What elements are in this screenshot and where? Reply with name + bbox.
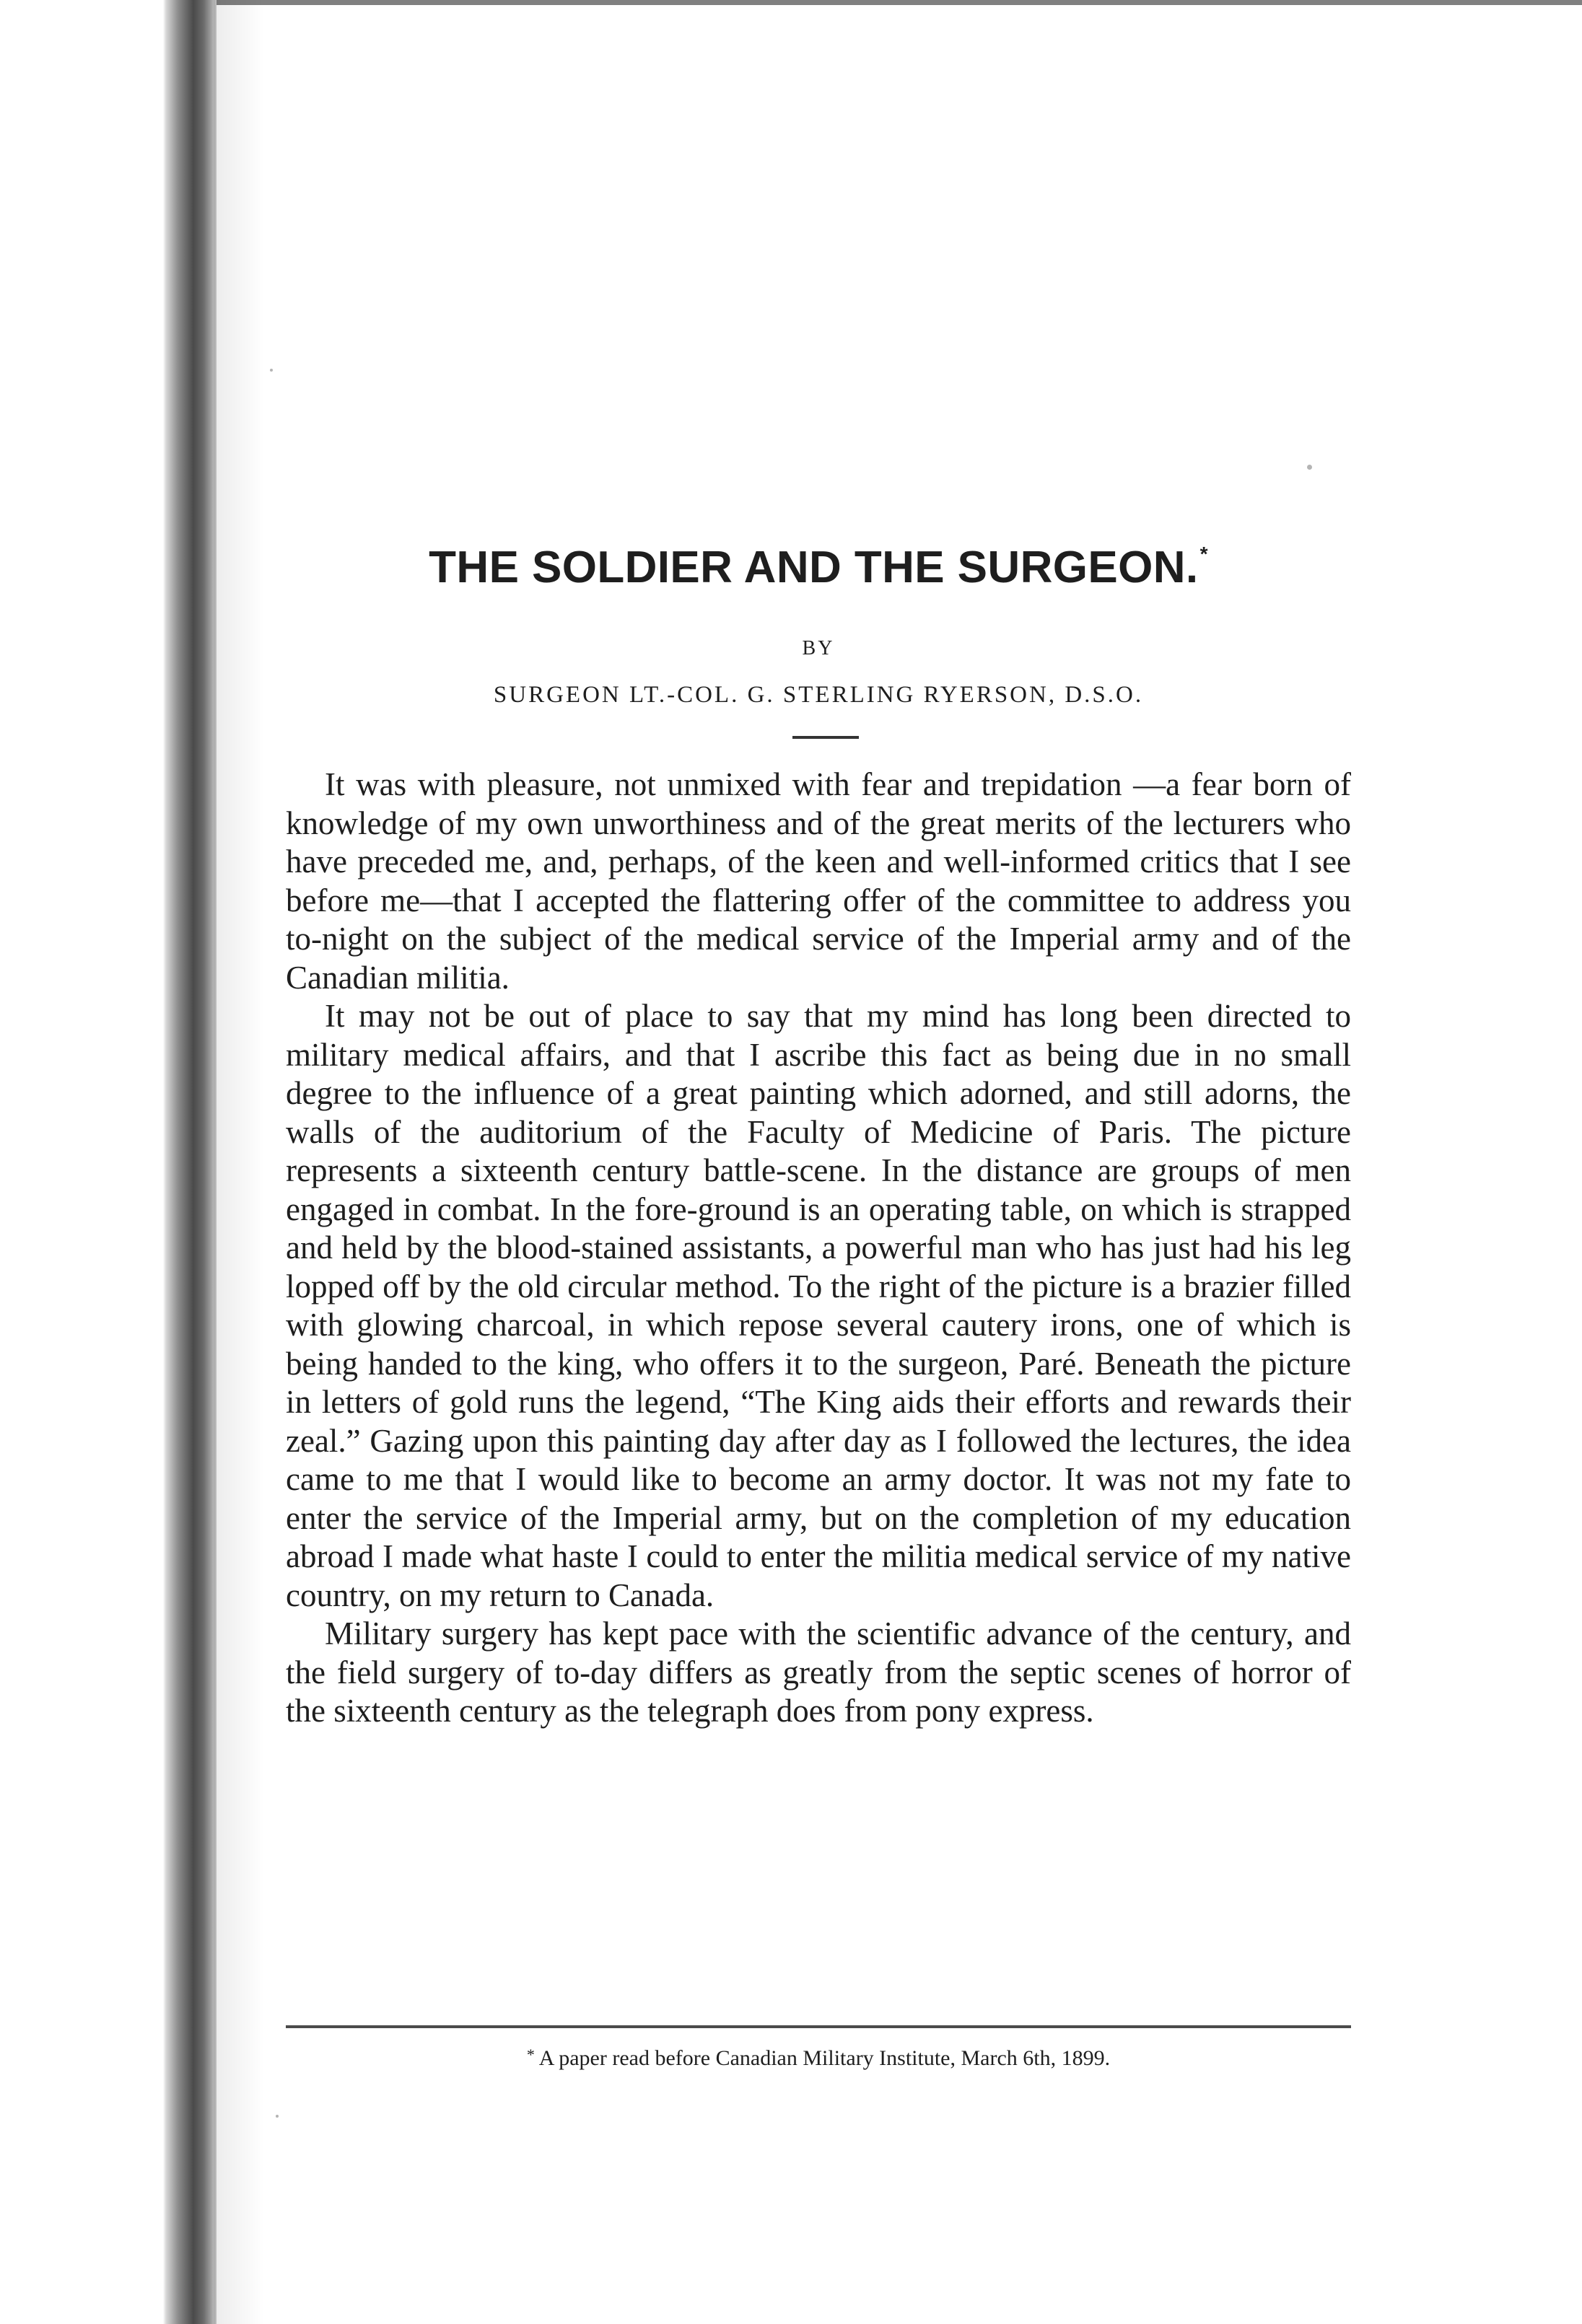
binding-shadow xyxy=(214,0,264,2324)
article-title-text: THE SOLDIER AND THE SURGEON. xyxy=(429,543,1199,592)
footnote-mark: * xyxy=(526,2045,535,2064)
footnote xyxy=(286,2046,1351,2070)
top-scan-edge xyxy=(217,0,1582,5)
title-divider xyxy=(792,736,859,739)
scan-speck xyxy=(270,369,273,372)
article-body xyxy=(286,766,1351,1731)
article-title xyxy=(380,545,1257,590)
scan-speck xyxy=(1307,465,1312,470)
title-footnote-mark: * xyxy=(1199,543,1208,565)
byline: BY xyxy=(802,637,835,659)
binding-edge xyxy=(0,0,217,2324)
body-paragraph-3: Military surgery has kept pace with the scientific advance of the century, and the field surgery of to-day differs as greatly from the septic scenes of horror of the sixteenth century as the telegraph does from pony express. xyxy=(286,1615,1351,1729)
footnote-text: A paper read before Canadian Military Institute, March 6th, 1899. xyxy=(538,2046,1111,2070)
footnote-divider xyxy=(286,2025,1351,2028)
scan-speck xyxy=(276,2115,279,2118)
author-line: SURGEON LT.-COL. G. STERLING RYERSON, D.S.O. xyxy=(493,682,1144,708)
body-paragraph-1: It was with pleasure, not unmixed with fear and trepidation —a fear born of knowledge of my own unworthiness and of the great merits of the lecturers who have preceded me, and, perhaps, of the keen and well-informed critics that I see before me—that I accepted the flattering offer of the committee to address you to-night on the subject of the medical service of the Imperial army and of the Canadian militia. xyxy=(286,766,1351,996)
body-paragraph-2: It may not be out of place to say that my mind has long been directed to military medical affairs, and that I ascribe this fact as being due in no small degree to the influence of a great painting which adorned, and still adorns, the walls of the auditorium of the Faculty of Medicine of Paris. The picture represents a sixteenth century battle-scene. In the distance are groups of men engaged in combat. In the fore-ground is an operating table, on which is strapped and held by the blood-stained assistants, a powerful man who has just had his leg lopped off by the old circular method. To the right of the picture is a brazier filled with glowing charcoal, in which repose several cautery irons, one of which is being handed to the king, who offers it to the surgeon, Paré. Beneath the picture in letters of gold runs the legend, “The King aids their efforts and rewards their zeal.” Gazing upon this painting day after day as I followed the lectures, the idea came to me that I would like to become an army doctor. It was not my fate to enter the service of the Imperial army, but on the completion of my education abroad I made what haste I could to enter the militia medical service of my native country, on my return to Canada. xyxy=(286,998,1351,1613)
